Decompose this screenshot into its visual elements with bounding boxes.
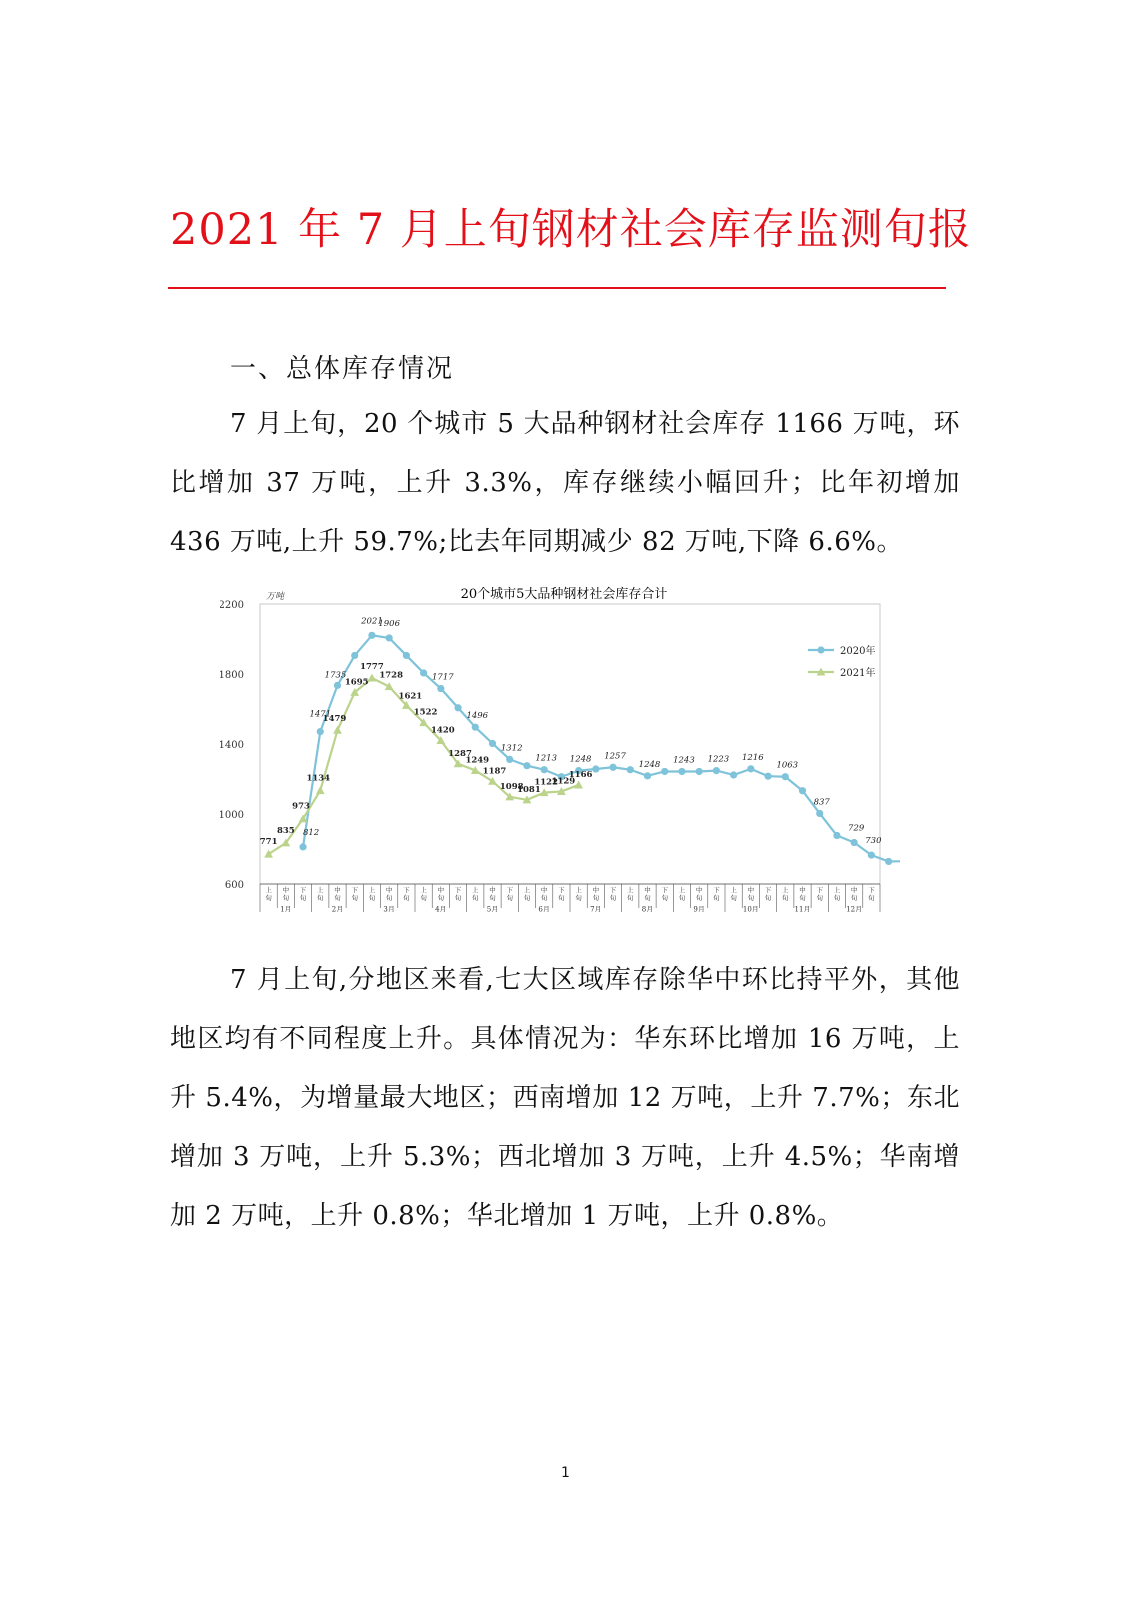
legend-marker-2020 [817, 646, 824, 653]
x-tick-label: 中旬 [282, 886, 290, 902]
data-label: 1122 [534, 777, 559, 788]
data-point-circle [299, 843, 306, 850]
paragraph-overall-inventory: 7 月上旬，20 个城市 5 大品种钢材社会库存 1166 万吨，环比增加 37 万吨，上升 3.3%，库存继续小幅回升；比年初增加 436 万吨,上升 59.7%;比去年同期减少 82 万吨,下降 6.6%。 [170, 409, 960, 557]
data-point-circle [678, 768, 685, 775]
data-point-circle [833, 832, 840, 839]
y-tick-label: 2200 [220, 600, 244, 611]
data-label: 1906 [378, 618, 400, 629]
data-label: 1728 [379, 670, 404, 681]
x-tick-label: 中旬 [385, 886, 393, 902]
x-tick-label: 上旬 [368, 886, 376, 902]
data-label: 1312 [500, 743, 523, 754]
data-label: 1621 [398, 691, 423, 702]
x-month-label: 2月 [331, 905, 344, 912]
x-month-label: 5月 [486, 905, 499, 912]
data-label: 1248 [638, 759, 661, 770]
x-tick-label: 中旬 [540, 886, 548, 902]
y-axis-unit-label: 万吨 [266, 592, 285, 602]
data-point-circle [885, 858, 892, 865]
data-point-triangle [316, 786, 325, 794]
title-divider [168, 287, 946, 289]
data-label: 1717 [432, 672, 454, 683]
x-month-label: 12月 [846, 905, 863, 912]
x-tick-label: 中旬 [747, 886, 755, 902]
x-tick-label: 上旬 [523, 886, 531, 902]
x-tick-label: 下旬 [816, 886, 823, 902]
data-label: 1249 [465, 755, 490, 766]
x-tick-label: 下旬 [661, 886, 668, 902]
data-label: 835 [276, 825, 295, 836]
data-point-circle [764, 773, 771, 780]
data-label: 973 [292, 801, 310, 812]
x-tick-label: 中旬 [592, 886, 600, 902]
y-tick-label: 600 [224, 880, 244, 891]
legend-label-2021: 2021年 [840, 668, 876, 679]
x-tick-label: 下旬 [506, 886, 513, 902]
data-point-circle [747, 765, 754, 772]
section-heading: 一、总体库存情况 [230, 354, 455, 384]
data-point-circle [816, 810, 823, 817]
data-point-circle [592, 765, 599, 772]
data-point-circle [851, 839, 858, 846]
data-label: 812 [302, 827, 320, 838]
data-label: 771 [259, 837, 278, 848]
x-month-label: 7月 [590, 905, 602, 912]
x-tick-label: 中旬 [850, 886, 858, 902]
y-tick-label: 1800 [220, 670, 244, 681]
data-label: 1063 [776, 760, 799, 771]
chart-title: 20个城市5大品种钢材社会库存合计 [460, 587, 668, 602]
data-label: 1735 [324, 670, 347, 681]
data-label: 1213 [535, 753, 557, 764]
data-label: 1098 [499, 781, 524, 792]
data-point-circle [661, 768, 668, 775]
x-tick-label: 下旬 [299, 886, 307, 902]
data-point-circle [696, 768, 703, 775]
data-point-circle [334, 682, 341, 689]
data-label: 1243 [673, 755, 695, 766]
data-label: 1287 [448, 748, 472, 759]
y-tick-label: 1000 [220, 810, 244, 821]
data-label: 1777 [360, 662, 384, 673]
x-tick-label: 上旬 [420, 886, 427, 902]
data-point-circle [454, 704, 461, 711]
x-month-label: 11月 [794, 905, 811, 912]
x-tick-label: 下旬 [868, 886, 875, 902]
data-label: 1471 [309, 709, 332, 720]
x-tick-label: 下旬 [351, 886, 358, 902]
data-label: 1695 [344, 677, 369, 688]
data-label: 1257 [604, 751, 626, 762]
data-point-circle [386, 634, 393, 641]
data-label: 730 [865, 836, 882, 847]
x-tick-label: 下旬 [713, 886, 720, 902]
data-label: 1479 [322, 714, 347, 725]
data-point-circle [403, 652, 410, 659]
x-tick-label: 上旬 [833, 886, 841, 902]
data-label: 837 [813, 797, 830, 808]
data-point-triangle [574, 781, 583, 789]
x-tick-label: 下旬 [558, 886, 565, 902]
x-month-label: 1月 [280, 905, 292, 912]
data-point-circle [506, 756, 513, 763]
x-month-label: 8月 [641, 905, 654, 912]
x-month-label: 6月 [538, 905, 550, 912]
x-tick-label: 中旬 [489, 886, 496, 902]
x-tick-label: 下旬 [764, 886, 772, 902]
data-label: 1166 [568, 769, 593, 780]
data-label: 1420 [430, 725, 455, 736]
series-line-2020年 [303, 635, 900, 861]
plot-area-frame [260, 604, 880, 884]
data-point-circle [627, 766, 634, 773]
data-point-triangle [333, 726, 342, 734]
data-point-circle [799, 787, 806, 794]
x-tick-label: 下旬 [454, 886, 462, 902]
data-point-circle [868, 852, 875, 859]
x-tick-label: 下旬 [403, 886, 410, 902]
data-point-circle [713, 767, 720, 774]
legend-label-2020: 2020年 [840, 646, 876, 657]
x-tick-label: 上旬 [678, 886, 686, 902]
data-label: 1223 [707, 754, 730, 765]
data-label: 1129 [551, 776, 576, 787]
x-tick-label: 上旬 [782, 886, 789, 902]
x-tick-label: 中旬 [437, 886, 445, 902]
x-tick-label: 上旬 [575, 886, 582, 902]
x-tick-label: 中旬 [695, 886, 703, 902]
data-label: 1216 [742, 752, 764, 763]
data-point-circle [541, 766, 548, 773]
data-label: 1187 [482, 766, 507, 777]
data-point-circle [489, 740, 496, 747]
x-tick-label: 中旬 [334, 886, 341, 902]
data-point-triangle [368, 674, 377, 682]
data-point-circle [351, 652, 358, 659]
data-label: 729 [848, 823, 865, 834]
data-point-circle [472, 724, 479, 731]
x-tick-label: 中旬 [799, 886, 806, 902]
data-point-circle [368, 632, 375, 639]
data-point-circle [523, 762, 530, 769]
x-month-label: 3月 [383, 905, 395, 912]
data-label: 1496 [466, 711, 489, 722]
x-tick-label: 上旬 [627, 886, 634, 902]
data-point-circle [644, 772, 651, 779]
x-tick-label: 上旬 [730, 886, 737, 902]
x-month-label: 10月 [742, 905, 759, 912]
document-title: 2021 年 7 月上旬钢材社会库存监测旬报 [170, 205, 972, 255]
data-label: 1081 [517, 784, 541, 795]
y-tick-label: 1400 [220, 740, 244, 751]
paragraph-regional-inventory: 7 月上旬,分地区来看,七大区域库存除华中环比持平外，其他地区均有不同程度上升。具体情况为：华东环比增加 16 万吨，上升 5.4%，为增量最大地区；西南增加 12 万吨，上升 7.7%；东北增加 3 万吨，上升 5.3%；西北增加 3 万吨，上升 4.5%；华南增加 2 万吨，上升 0.8%；华北增加 1 万吨，上升 0.8%。 [170, 965, 960, 1231]
data-point-circle [782, 773, 789, 780]
data-label: 1134 [306, 773, 331, 784]
x-tick-label: 下旬 [609, 886, 617, 902]
x-month-label: 9月 [693, 905, 705, 912]
x-tick-label: 上旬 [317, 886, 324, 902]
x-month-label: 4月 [435, 905, 447, 912]
data-point-circle [420, 669, 427, 676]
data-label: 1248 [569, 754, 592, 765]
data-label: 2021 [361, 616, 383, 627]
data-point-circle [437, 685, 444, 692]
x-tick-label: 上旬 [265, 886, 272, 902]
data-label: 1522 [413, 707, 438, 718]
page-number: 1 [561, 1465, 570, 1481]
chart-legend [808, 644, 875, 679]
x-tick-label: 中旬 [644, 886, 651, 902]
inventory-chart [220, 580, 900, 912]
data-point-circle [730, 771, 737, 778]
data-point-circle [609, 764, 616, 771]
x-tick-label: 上旬 [472, 886, 479, 902]
data-point-circle [317, 728, 324, 735]
